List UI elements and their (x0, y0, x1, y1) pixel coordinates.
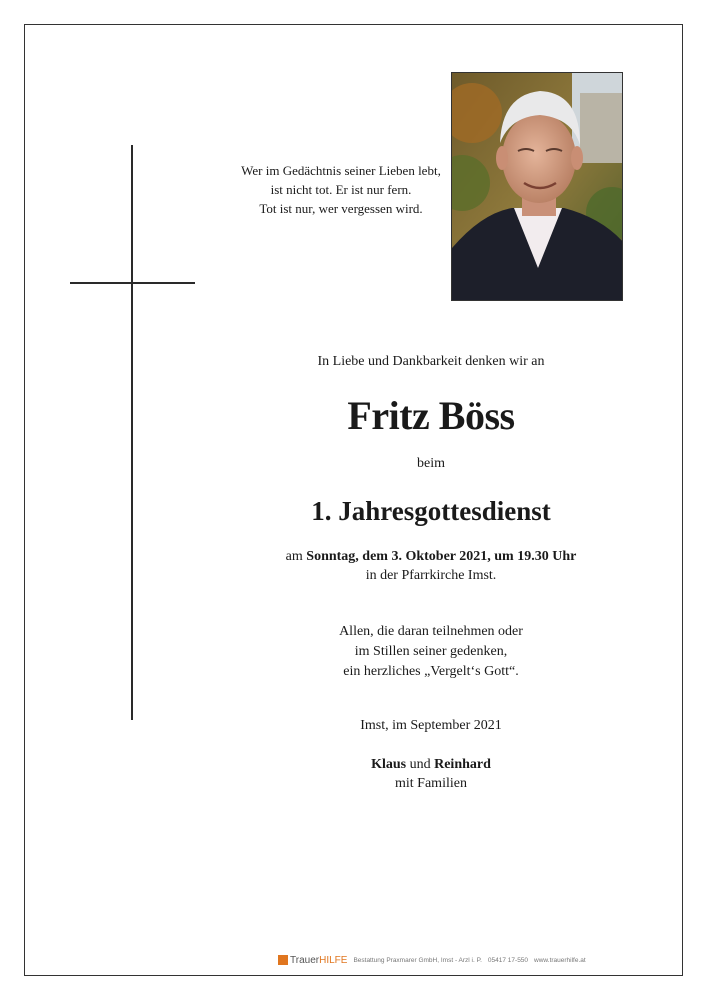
quote-line: Tot ist nur, wer vergessen wird. (259, 201, 423, 216)
signatories (200, 755, 662, 793)
thanks-text (200, 622, 662, 682)
trauerhilfe-logo (278, 955, 347, 966)
event-title: 1. Jahresgottesdienst (311, 496, 551, 526)
place-date: Imst, im September 2021 (360, 718, 502, 733)
event-date-line (200, 547, 662, 566)
date-prefix: am (285, 549, 307, 564)
memorial-quote (200, 161, 482, 218)
footer-phone: 05417 17-550 (487, 956, 529, 964)
quote-line: Wer im Gedächtnis seiner Lieben lebt, (241, 163, 441, 178)
signatory-family: mit Familien (395, 776, 467, 791)
cross-horizontal-beam (70, 282, 195, 284)
cross-vertical-beam (131, 145, 133, 720)
thanks-line: ein herzliches „Vergelt‘s Gott“. (343, 664, 519, 679)
signatory-2: Reinhard (434, 757, 491, 772)
footer-company: Bestattung Praxmarer GmbH, Imst - Arzl i. P. (353, 956, 482, 964)
event-date-block (200, 547, 662, 585)
intro-text: In Liebe und Dankbarkeit denken wir an (317, 354, 545, 369)
date-details: Sonntag, dem 3. Oktober 2021, um 19.30 Uhr (306, 549, 577, 564)
beim-text: beim (417, 456, 445, 471)
signatory-conjunction: und (406, 757, 435, 772)
quote-line: ist nicht tot. Er ist nur fern. (270, 182, 412, 197)
deceased-name: Fritz Böss (347, 393, 515, 438)
logo-mark-icon (278, 955, 288, 965)
footer-web[interactable]: www.trauerhilfe.at (534, 956, 586, 964)
thanks-line: Allen, die daran teilnehmen oder (339, 624, 523, 639)
signatory-1: Klaus (371, 757, 407, 772)
event-location: in der Pfarrkirche Imst. (365, 568, 497, 583)
thanks-line: im Stillen seiner gedenken, (354, 644, 508, 659)
footer (278, 952, 592, 968)
logo-text-2: HILFE (319, 954, 348, 966)
portrait-photo (451, 72, 623, 301)
logo-text-1: Trauer (290, 954, 320, 966)
signatory-names (200, 755, 662, 774)
